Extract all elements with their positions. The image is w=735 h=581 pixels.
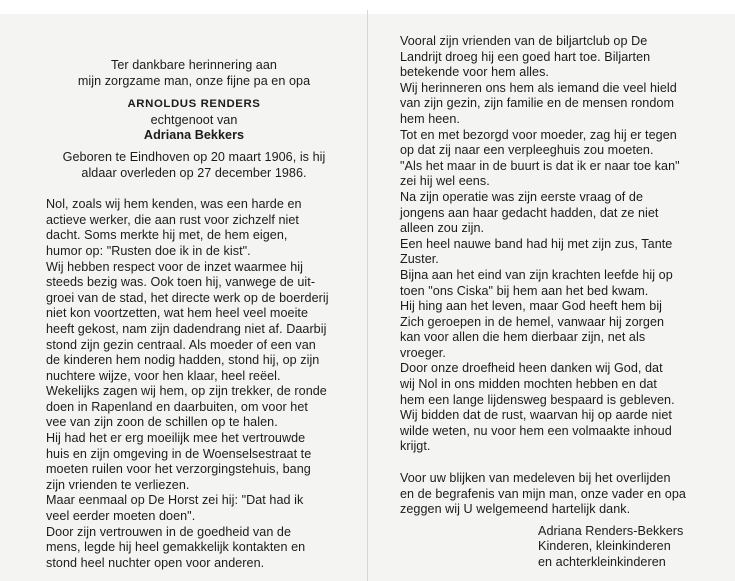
text-line: stond zijn gezin centraal. Als moeder of een van bbox=[46, 337, 316, 352]
text-line: zei hij wel eens. bbox=[400, 174, 490, 189]
spouse-name: Adriana Bekkers bbox=[143, 128, 245, 143]
text-line: Een heel nauwe band had hij met zijn zus, Tante bbox=[400, 236, 673, 251]
signature-block bbox=[538, 524, 698, 571]
intro-line: mijn zorgzame man, onze fijne pa en opa bbox=[77, 73, 311, 88]
text-line: humor op: "Rusten doe ik in de kist". bbox=[46, 243, 251, 258]
text-line: hem een lange lijdensweg bespaard is gebleven. bbox=[400, 392, 675, 407]
text-line: Bijna aan het eind van zijn krachten leefde hij op bbox=[400, 267, 673, 282]
text-line: "Als het maar in de buurt is dat ik er naar toe kan" bbox=[400, 158, 680, 173]
left-body-text bbox=[46, 197, 342, 571]
text-line: dacht. Soms merkte hij met, de hem eigen, bbox=[46, 228, 288, 243]
text-line: Landrijt droeg hij een goed hart toe. Biljarten bbox=[400, 49, 651, 64]
card-fold bbox=[367, 10, 368, 581]
text-line: op dat zij naar een verpleeghuis zou moeten. bbox=[400, 143, 654, 158]
thanks-line: zeggen wij U welgemeend hartelijk dank. bbox=[400, 502, 631, 517]
text-line: Na zijn operatie was zijn eerste vraag of de bbox=[400, 189, 644, 204]
text-line: krijgt. bbox=[400, 439, 431, 454]
text-line: Door onze droefheid heen danken wij God, dat bbox=[400, 361, 663, 376]
text-line: niet kon voortzetten, wat hem heel veel moeite bbox=[46, 306, 309, 321]
intro-text bbox=[46, 58, 342, 89]
text-line: nuchtere wijze, voor hen klaar, heel reëel. bbox=[46, 368, 281, 383]
text-line: kan voor allen die hem dierbaar zijn, net als bbox=[400, 330, 646, 345]
text-line: van zijn gezin, zijn familie en de mensen rondom bbox=[400, 96, 675, 111]
thanks-line: en de begrafenis van mijn man, onze vader en opa bbox=[400, 486, 686, 501]
text-line: Maar eenmaal op De Horst zei hij: "Dat had ik bbox=[46, 493, 304, 508]
text-line: Door zijn vertrouwen in de goedheid van de bbox=[46, 524, 292, 539]
text-line: Wij herinneren ons hem als iemand die veel hield bbox=[400, 80, 677, 95]
text-line: Tot en met bezorgd voor moeder, zag hij er tegen bbox=[400, 127, 677, 142]
text-line: toen "ons Ciska" bij hem aan het bed kwam. bbox=[400, 283, 649, 298]
text-line: Vooral zijn vrienden van de biljartclub op De bbox=[400, 34, 648, 48]
text-line: Hij had het er erg moeilijk mee het vertrouwde bbox=[46, 431, 306, 446]
text-line: zijn vrienden te verliezen. bbox=[46, 477, 190, 492]
thanks-line: Voor uw blijken van medeleven bij het overlijden bbox=[400, 471, 671, 486]
text-line: mens, legde hij heel gemakkelijk kontakten en bbox=[46, 540, 306, 555]
right-body-text bbox=[400, 34, 698, 455]
birth-death-text bbox=[46, 150, 342, 181]
thanks-text bbox=[400, 471, 698, 518]
text-line: Wekelijks zagen wij hem, op zijn trekker, de ronde bbox=[46, 384, 327, 399]
text-line: de kinderen hem nodig hadden, stond hij, op zijn bbox=[46, 353, 320, 368]
text-line: vroeger. bbox=[400, 345, 446, 360]
relation-label: echtgenoot van bbox=[150, 112, 238, 127]
text-line: Nol, zoals wij hem kenden, was een harde en bbox=[46, 197, 302, 212]
text-line: alleen zou zijn. bbox=[400, 221, 485, 236]
deceased-name: ARNOLDUS RENDERS bbox=[127, 98, 261, 111]
birth-line: Geboren te Eindhoven op 20 maart 1906, is hij bbox=[62, 149, 326, 164]
signature-line: Kinderen, kleinkinderen bbox=[538, 539, 671, 554]
death-line: aldaar overleden op 27 december 1986. bbox=[81, 165, 307, 180]
text-line: vee van zijn zoon de schillen op te halen. bbox=[46, 415, 278, 430]
text-line: veel eerder moeten doen". bbox=[46, 509, 196, 524]
text-line: hem heen. bbox=[400, 111, 460, 126]
intro-line: Ter dankbare herinnering aan bbox=[111, 58, 277, 72]
text-line: Wij hebben respect voor de inzet waarmee hij bbox=[46, 259, 304, 274]
text-line: steeds bezig was. Ook toen hij, vanwege de uit- bbox=[46, 275, 316, 290]
signature-line: Adriana Renders-Bekkers bbox=[538, 523, 684, 538]
text-line: Wij bidden dat de rust, waarvan hij op aarde niet bbox=[400, 408, 672, 423]
text-line: groei van de stad, het directe werk op de boerderij bbox=[46, 290, 329, 305]
right-column bbox=[400, 34, 698, 571]
signature-line: en achterkleinkinderen bbox=[538, 555, 666, 569]
left-column bbox=[46, 58, 342, 571]
text-line: doen in Rapenland en daarbuiten, om voor het bbox=[46, 399, 308, 414]
text-line: moeten ruilen voor het verzorgingstehuis, bang bbox=[46, 462, 311, 477]
text-line: heeft gekost, nam zijn dadendrang niet af. Daarbij bbox=[46, 321, 327, 336]
text-line: wilde weten, nu voor hem een volmaakte inhoud bbox=[400, 423, 672, 438]
text-line: Zuster. bbox=[400, 252, 439, 267]
text-line: actieve werker, die aan rust voor zichzelf niet bbox=[46, 212, 299, 227]
text-line: Zich geroepen in de hemel, vanwaar hij zorgen bbox=[400, 314, 665, 329]
text-line: stond heel nuchter open voor anderen. bbox=[46, 555, 265, 570]
text-line: jongens aan haar gedacht hadden, dat ze niet bbox=[400, 205, 659, 220]
text-line: betekende voor hem alles. bbox=[400, 65, 549, 80]
text-line: wij Nol in ons midden mochten hebben en dat bbox=[400, 377, 657, 392]
text-line: huis en zijn omgeving in de Woenselsestraat te bbox=[46, 446, 312, 461]
text-line: Hij hing aan het leven, maar God heeft hem bij bbox=[400, 299, 663, 314]
